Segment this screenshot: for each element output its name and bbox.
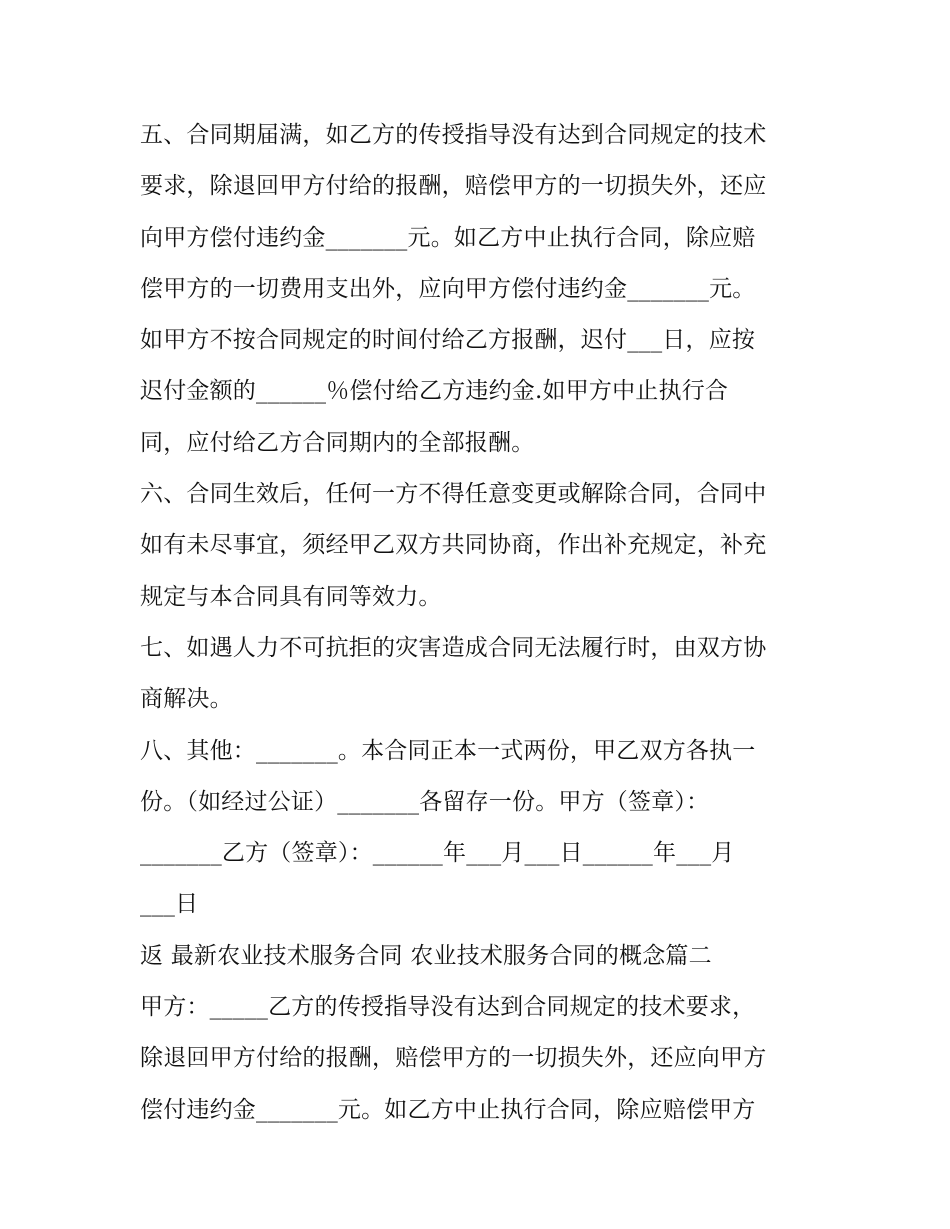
text-line: 除退回甲方付给的报酬，赔偿甲方的一切损失外，还应向甲方 — [140, 1045, 767, 1072]
text-line: 六、合同生效后，任何一方不得任意变更或解除合同，合同中 — [140, 481, 767, 508]
text-line: _______乙方（签章）：______年___月___日______年___月 — [140, 840, 735, 867]
text-line: 七、如遇人力不可抗拒的灾害造成合同无法履行时，由双方协 — [140, 634, 767, 661]
document-body — [140, 110, 830, 1136]
text-line: 如有未尽事宜，须经甲乙双方共同协商，作出补充规定，补充 — [140, 532, 767, 559]
text-line: 偿甲方的一切费用支出外，应向甲方偿付违约金_______元。 — [140, 275, 756, 302]
text-line: 八、其他：_______。本合同正本一式两份，甲乙双方各执一 — [140, 737, 756, 764]
text-line: 偿付违约金_______元。如乙方中止执行合同，除应赔偿甲方 — [140, 1096, 756, 1123]
text-line: 甲方：_____乙方的传授指导没有达到合同规定的技术要求， — [140, 994, 756, 1021]
text-line: 要求，除退回甲方付给的报酬，赔偿甲方的一切损失外，还应 — [140, 173, 767, 200]
text-line: 五、合同期届满，如乙方的传授指导没有达到合同规定的技术 — [140, 122, 767, 148]
text-line: 规定与本合同具有同等效力。 — [140, 583, 442, 610]
text-line: 同，应付给乙方合同期内的全部报酬。 — [140, 429, 535, 456]
text-line: 迟付金额的______％偿付给乙方违约金.如甲方中止执行合 — [140, 378, 729, 405]
text-line: 商解决。 — [140, 686, 233, 713]
text-line: 份。（如经过公证）_______各留存一份。甲方（签章）： — [140, 788, 710, 815]
text-line: 返 最新农业技术服务合同 农业技术服务合同的概念篇二 — [140, 942, 712, 969]
text-line: 如甲方不按合同规定的时间付给乙方报酬，迟付___日，应按 — [140, 327, 756, 354]
text-line: 向甲方偿付违约金_______元。如乙方中止执行合同，除应赔 — [140, 224, 756, 251]
text-line: ___日 — [140, 891, 199, 918]
